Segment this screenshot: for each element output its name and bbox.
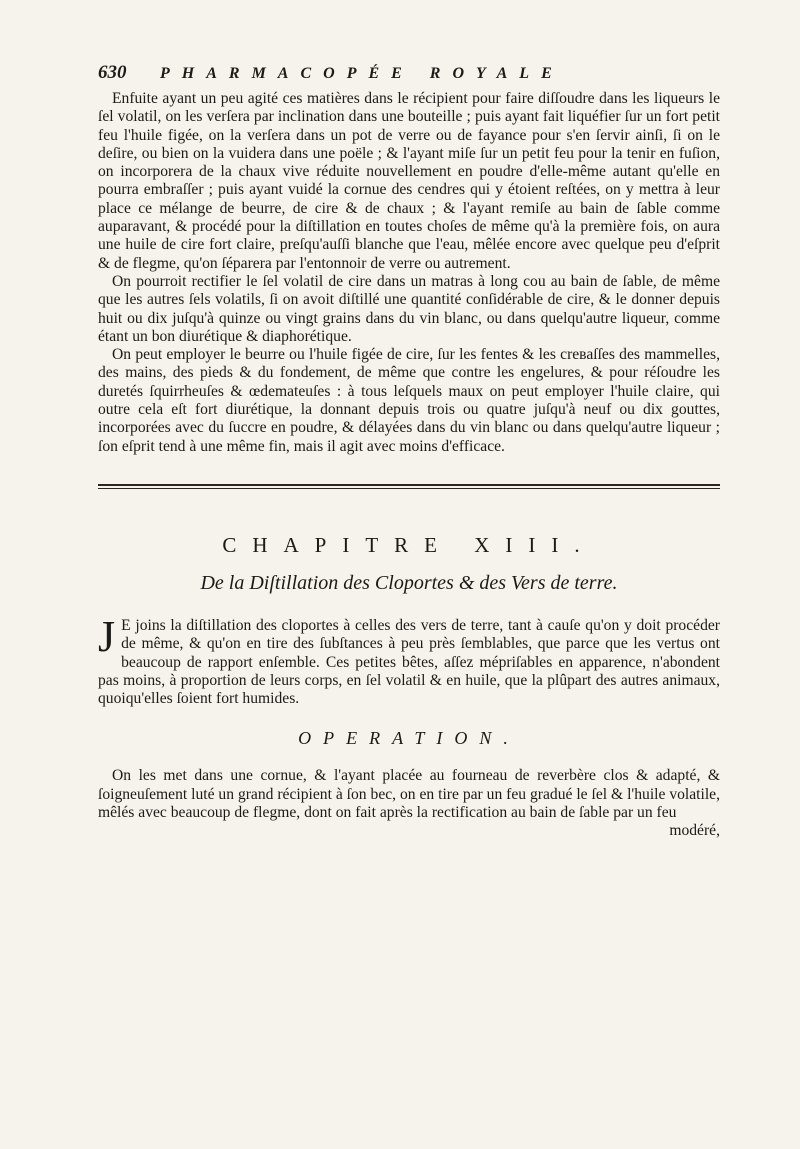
- main-text: [98, 90, 720, 456]
- page-header: [98, 62, 720, 84]
- chapter-title: CHAPITRE XIII.: [222, 532, 596, 557]
- catchword: modéré,: [669, 822, 720, 840]
- operation-text-block: [98, 767, 720, 822]
- running-title: PHARMACOPÉE ROYALE: [160, 65, 564, 82]
- page-number: 630: [98, 62, 127, 83]
- chapter-subtitle: De la Diſtillation des Cloportes & des Vers de terre.: [200, 571, 618, 594]
- operation-heading: OPERATION.: [298, 728, 520, 749]
- section-divider: [98, 484, 720, 489]
- chapter-text: [98, 611, 720, 708]
- paragraph: On peut employer le beurre ou l'huile figée de cire, ſur les fentes & les creваſſes des mammelles, des mains, des pieds & du fondement, de même que contre les engelures, & pour réſoudre les duretés ſquirrheuſes & œdemateuſes : à tous leſquels maux on peut employer l'huile claire, qui outre cela eſt fort diurétique, la donnant depuis trois ou quatre juſqu'à neuf ou dix gouttes, incorporées avec du ſuccre en poudre, & délayées dans du vin blanc ou dans quelqu'autre liqueur ; ſon eſprit tend à une même fin, mais il agit avec moins d'efficace.: [98, 346, 720, 455]
- drop-cap: J: [98, 611, 116, 661]
- chapter-paragraph: [98, 611, 720, 708]
- chapter-paragraph-text: E joins la diſtillation des cloportes à celles des vers de terre, tant à cauſe qu'on y doit procéder de même, & qu'on en tire des ſubſtances à peu près ſemblables, que parce que les vertus ont beaucoup de rapport enſemble. Ces petites bêtes, aſſez mépriſables en apparence, n'abondent pas moins, à proportion de leurs corps, en ſel volatil & en huile, que la plûpart des autres animaux, quoiqu'elles ſoient fort humides.: [98, 616, 720, 708]
- paragraph: Enfuite ayant un peu agité ces matières dans le récipient pour faire diſſoudre dans les liqueurs le ſel volatil, on les verſera par inclination dans une bouteille ; puis ayant fait liquéfier ſur un fort petit feu l'huile figée, on la verſera dans un pot de verre ou de fayance pour s'en ſervir ainſi, ſi on le deſire, ou bien on la vuidera dans une poële ; & l'ayant miſe ſur un petit feu pour la tenir en fuſion, on incorporera de la chaux vive réduite nouvellement en poudre d'elle-même autant qu'elle en pourra embraſſer ; puis ayant vuidé la cornue des cendres qui y étoient reſtées, on y mettra à leur place ce mélange de beurre, de cire & de chaux ; & l'ayant remiſe au bain de ſable comme auparavant, & procédé pour la diſtillation en toutes choſes de même qu'à la première fois, on aura une huile de cire fort claire, preſqu'auſſi blanche que l'eau, mêlée encore avec quelque peu d'eſprit & de flegme, qu'on ſéparera par l'entonnoir de verre ou autrement.: [98, 90, 720, 272]
- operation-paragraph: On les met dans une cornue, & l'ayant placée au fourneau de reverbère clos & adapté, & ſoigneuſement luté un grand récipient à ſon bec, on en tire par un feu gradué le ſel & l'huile volatile, mêlés avec beaucoup de flegme, dont on fait après la rectification au bain de ſable par un feu: [98, 767, 720, 822]
- paragraph: On pourroit rectifier le ſel volatil de cire dans un matras à long cou au bain de ſable, de même que les autres ſels volatils, ſi on avoit diſtillé une quantité conſidérable de cire, & le donner depuis huit ou dix juſqu'à quinze ou vingt grains dans du vin blanc, ou dans quelqu'autre liqueur, comme étant un bon diurétique & diaphorétique.: [98, 272, 720, 345]
